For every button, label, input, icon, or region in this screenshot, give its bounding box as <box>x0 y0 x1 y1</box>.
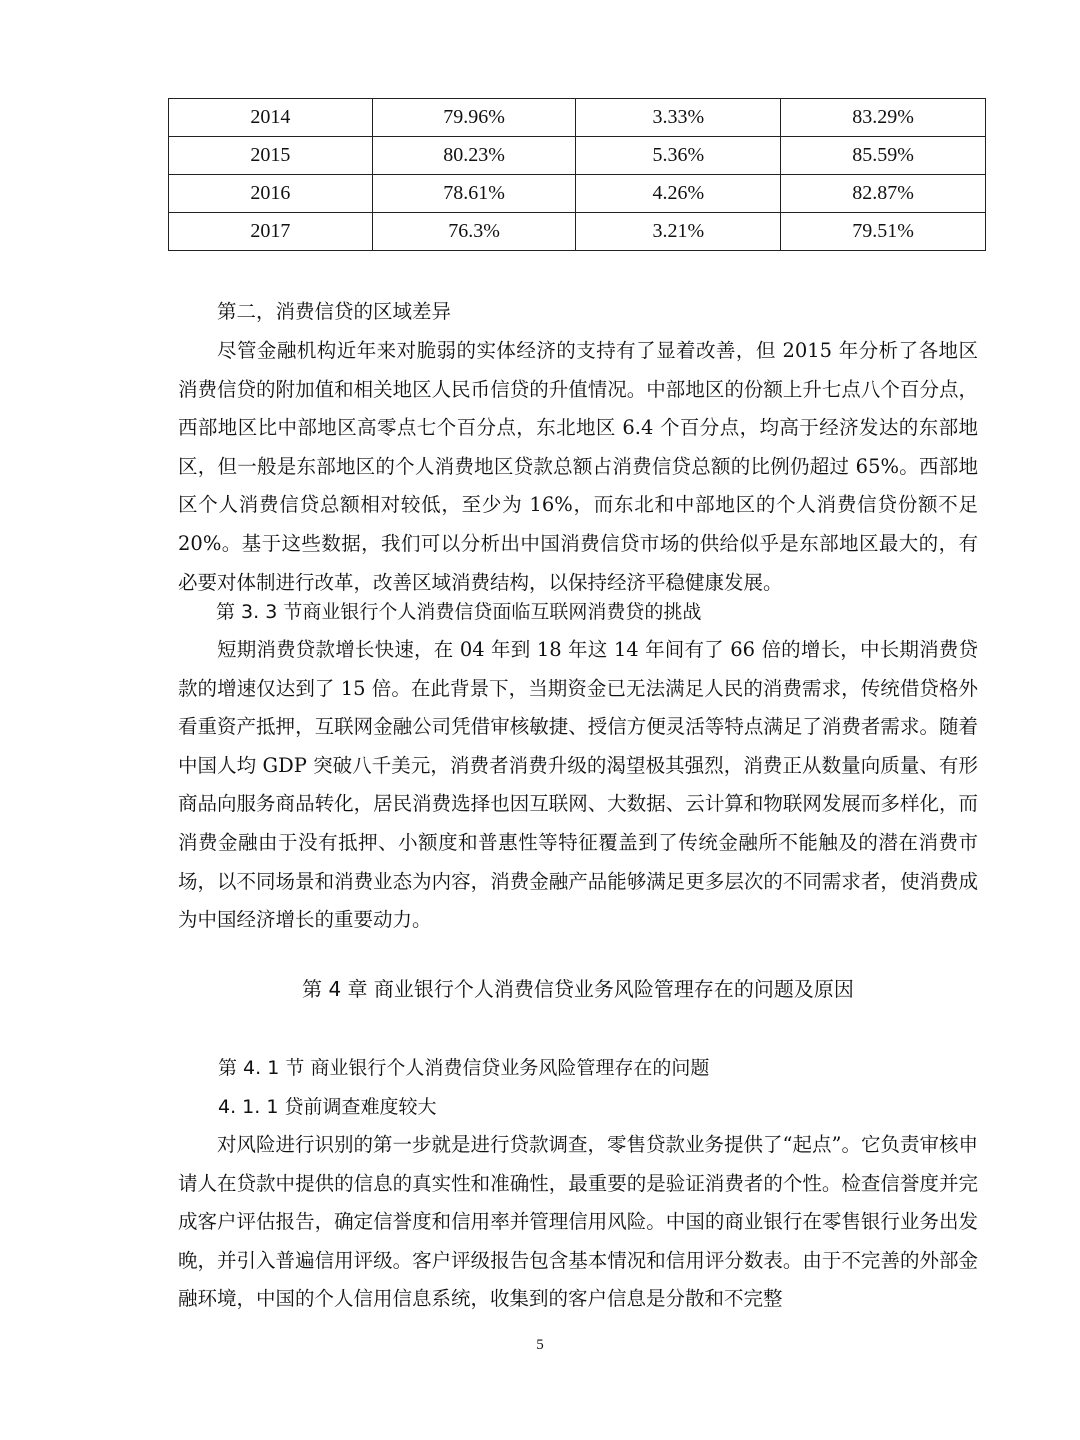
table-row <box>169 99 986 137</box>
table-cell-year: 2014 <box>169 99 373 137</box>
table-cell: 78.61% <box>372 175 576 213</box>
section-3-3-paragraph: 短期消费贷款增长快速，在 04 年到 18 年这 14 年间有了 66 倍的增长，中长期消费贷款的增速仅达到了 15 倍。在此背景下，当期资金已无法满足人民的消费需求，传统借贷格外看重资产抵押，互联网金融公司凭借审核敏捷、授信方便灵活等特点满足了消费者需求。随着中国人均 GDP 突破八千美元，消费者消费升级的渴望极其强烈，消费正从数量向质量、有形商品向服务商品转化，居民消费选择也因互联网、大数据、云计算和物联网发展而多样化，而消费金融由于没有抵押、小额度和普惠性等特征覆盖到了传统金融所不能触及的潜在消费市场，以不同场景和消费业态为内容，消费金融产品能够满足更多层次的不同需求者，使消费成为中国经济增长的重要动力。 <box>178 638 978 932</box>
data-table <box>168 98 986 251</box>
section-3-3-heading: 第 3. 3 节商业银行个人消费信贷面临互联网消费贷的挑战 <box>216 601 702 623</box>
section-4-1-heading: 第 4. 1 节 商业银行个人消费信贷业务风险管理存在的问题 <box>218 1057 710 1079</box>
table-cell-year: 2017 <box>169 213 373 251</box>
subsection-4-1-1-heading: 4. 1. 1 贷前调查难度较大 <box>218 1096 437 1118</box>
table-cell: 83.29% <box>781 99 986 137</box>
table-cell-year: 2015 <box>169 137 373 175</box>
table-cell: 79.51% <box>781 213 986 251</box>
regional-difference-title: 第二，消费信贷的区域差异 <box>217 300 452 323</box>
table-cell: 79.96% <box>372 99 576 137</box>
table-cell: 5.36% <box>576 137 781 175</box>
table-row <box>169 137 986 175</box>
table-cell: 85.59% <box>781 137 986 175</box>
table-cell: 76.3% <box>372 213 576 251</box>
table-row <box>169 175 986 213</box>
table-cell: 4.26% <box>576 175 781 213</box>
table-cell-year: 2016 <box>169 175 373 213</box>
table-row <box>169 213 986 251</box>
regional-difference-paragraph: 尽管金融机构近年来对脆弱的实体经济的支持有了显着改善，但 2015 年分析了各地区消费信贷的附加值和相关地区人民币信贷的升值情况。中部地区的份额上升七点八个百分点，西部地区比中部地区高零点七个百分点，东北地区 6.4 个百分点，均高于经济发达的东部地区，但一般是东部地区的个人消费地区贷款总额占消费信贷总额的比例仍超过 65%。西部地区个人消费信贷总额相对较低，至少为 16%，而东北和中部地区的个人消费信贷份额不足 20%。基于这些数据，我们可以分析出中国消费信贷市场的供给似乎是东部地区最大的，有必要对体制进行改革，改善区域消费结构，以保持经济平稳健康发展。 <box>178 339 978 594</box>
table-cell: 82.87% <box>781 175 986 213</box>
table-cell: 80.23% <box>372 137 576 175</box>
chapter-4-heading: 第 4 章 商业银行个人消费信贷业务风险管理存在的问题及原因 <box>302 977 854 1001</box>
subsection-4-1-1-paragraph: 对风险进行识别的第一步就是进行贷款调查，零售贷款业务提供了“起点”。它负责审核申请人在贷款中提供的信息的真实性和准确性，最重要的是验证消费者的个性。检查信誉度并完成客户评估报告，确定信誉度和信用率并管理信用风险。中国的商业银行在零售银行业务出发晚，并引入普遍信用评级。客户评级报告包含基本情况和信用评分数表。由于不完善的外部金融环境，中国的个人信用信息系统，收集到的客户信息是分散和不完整 <box>178 1133 978 1311</box>
page-number: 5 <box>536 1337 544 1353</box>
table-cell: 3.33% <box>576 99 781 137</box>
table-cell: 3.21% <box>576 213 781 251</box>
